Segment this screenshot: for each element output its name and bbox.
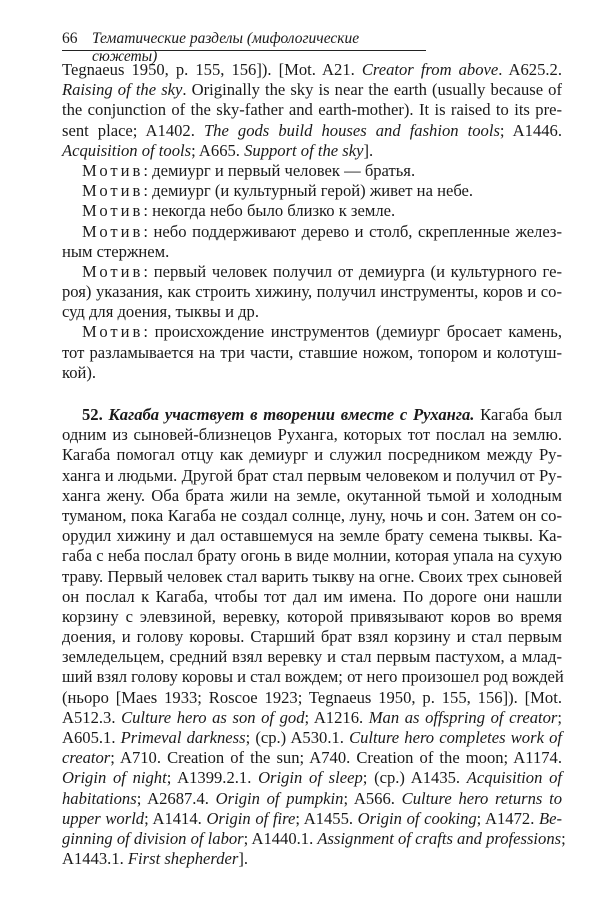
text-segment: туманом, пока Кагаба не создал солнце, луну, ночь и сон. Затем он со- [62,505,562,525]
text-segment: Кагаба был [474,405,563,424]
text-segment: одним из сыновей-близнецов Руханга, которых тот послал на землю. [62,425,562,445]
page-number: 66 [62,30,78,47]
text-segment: корзину с элевзиной, веревку, которой привязывают коров во время [62,606,562,626]
text-segment: ; A1446. [499,120,562,140]
motif-label: Мотив [82,201,144,221]
text-segment: ; A2687.4. [136,788,216,808]
paragraph-gap [62,383,562,405]
text-segment: ; A1414. [144,808,207,828]
text-line [62,405,562,425]
text-line [62,546,562,566]
text-segment: (ньоро [Maes 1933; Roscoe 1923; Tegnaeus 1950, p. 155, 156]). [Mot. [62,687,562,707]
text-segment: The gods build houses and fashion tools [203,120,500,140]
motif-label: Мотив [82,261,144,281]
text-segment: доения, и голову коровы. Старший брат взял корзину и стал первым [62,627,562,647]
text-segment: : небо поддерживают дерево и столб, скрепленные желез- [143,221,562,241]
text-segment: upper world [62,808,145,828]
text-segment: ]. [238,849,249,869]
text-segment: Origin of pumpkin [215,788,344,808]
motif-label: Мотив [82,322,144,342]
text-line [62,789,562,809]
motif-label: Мотив [82,181,144,201]
text-line [62,201,562,221]
text-line [62,121,562,141]
text-segment: habitations [62,788,137,808]
text-segment: ; A1440.1. [243,828,318,848]
text-line [62,242,562,262]
text-segment: ным стержнем. [62,241,170,261]
text-segment: Be- [539,808,563,828]
text-line [62,526,562,546]
text-segment: ]. [363,140,374,160]
text-line [62,768,562,788]
text-line [62,849,562,869]
text-line [62,141,562,161]
text-line [62,728,562,748]
text-line [62,466,562,486]
text-segment: Origin of cooking [357,808,477,828]
text-line [62,748,562,768]
text-segment: ханга жену. Оба брата жили на земле, окутанной тьмой и холодным [62,485,562,505]
text-segment: ; A566. [343,788,402,808]
text-line [62,222,562,242]
text-line [62,587,562,607]
text-segment: : происхождение инструментов (демиург бросает камень, [143,322,562,342]
text-segment: роя) указания, как строить хижину, получил инструменты, коров и со- [62,282,562,302]
text-segment: Acquisition of tools [62,140,192,160]
text-line [62,828,566,849]
text-line [62,486,562,506]
text-line [62,506,562,526]
text-segment: : демиург и первый человек — братья. [143,160,416,180]
text-line [62,282,562,302]
text-line [62,627,562,647]
text-segment: он послал к Кагаба, чтобы тот дал им имена. По дороге они нашли [62,586,562,606]
text-line [62,60,562,80]
motif-label: Мотив [82,160,144,180]
text-line [62,607,562,627]
text-segment: A605.1. [62,728,121,747]
text-segment: . A625.2. [498,60,562,79]
page-body [62,60,566,869]
text-line [62,445,562,465]
text-segment: Culture hero as son of god [121,707,305,727]
text-segment: Origin of sleep [258,768,363,788]
text-line [62,322,562,342]
text-segment: ; A665. [191,140,245,160]
text-line [62,647,562,667]
text-segment: Culture hero returns to [401,788,562,808]
text-line [62,667,562,687]
text-segment: the conjunction of the sky-father and earth-mother). It is raised to its pre- [62,100,562,120]
text-segment: ; A710. Creation of the sun; A740. Creation of the moon; A1174. [110,748,562,768]
text-segment: Creator from above [361,60,499,79]
text-segment: земледельцем, средний взял веревку и стал первым пастухом, а млад- [62,647,562,667]
text-line [62,302,562,322]
text-segment: ; A1216. [304,707,369,727]
text-line [62,688,562,708]
running-title: Тематические разделы (мифологические сюжеты) [92,30,360,65]
text-segment: ; A1399.2.1. [166,768,259,788]
text-segment: тот разламывается на три части, ставшие ножом, топором и колотуш- [62,342,562,362]
text-segment: ; [561,828,566,848]
text-line [62,567,562,587]
text-segment: 52. [82,405,109,424]
text-line [62,100,562,120]
text-line [62,363,562,383]
text-segment: ; (cp.) A1435. [362,768,467,788]
text-line [62,161,562,181]
text-segment: габа с неба послал брату огонь в виде молнии, которая упала на сухую [62,546,562,566]
running-header [62,28,426,65]
text-line [62,262,562,282]
text-segment: суд для доения, тыквы и др. [62,302,260,322]
text-segment: ший взял голову коровы и стал вождем; от него произошел род вождей [62,667,564,687]
text-segment: ginning of division of labor [62,828,244,848]
text-line [62,809,562,829]
text-segment: ; A1455. [295,808,358,828]
text-line [62,425,562,445]
text-segment: First shepherder [127,849,239,869]
text-segment: ; [557,707,562,727]
text-segment: Support of the sky [244,140,364,160]
text-segment: Raising of the sky [62,80,183,100]
text-segment: : некогда небо было близко к земле. [143,201,396,221]
motif-label: Мотив [82,221,144,241]
text-segment: Origin of fire [206,808,296,828]
text-line [62,80,562,100]
text-segment: : первый человек получил от демиурга (и культурного ге- [143,261,562,281]
text-segment: Кагаба участвует в творении вместе с Руханга. [108,405,475,424]
text-segment: sent place; A1402. [62,120,204,140]
text-segment: ; (cp.) A530.1. [245,728,350,747]
text-segment: : демиург (и культурный герой) живет на небе. [143,181,474,201]
text-segment: траву. Первый человек стал варить тыкву на огне. Своих трех сыновей [62,566,563,586]
text-segment: кой). [62,362,97,382]
text-line [62,708,562,728]
text-segment: Origin of night [62,768,167,788]
text-segment: Tegnaeus 1950, p. 155, 156]). [Mot. A21. [62,60,362,79]
text-segment: Primeval darkness [120,728,246,747]
text-segment: ; A1472. [476,808,539,828]
text-segment: Man as offspring of creator [368,707,558,727]
text-segment: Assignment of crafts and professions [317,828,562,848]
text-segment: creator [62,748,111,768]
text-segment: Acquisition of [466,768,563,788]
text-segment: A1443.1. [62,849,128,869]
text-line [62,181,562,201]
text-segment: ханга и людьми. Другой брат стал первым человеком и получил от Ру- [62,465,562,485]
text-segment: A512.3. [62,707,122,727]
text-line [62,343,562,363]
text-segment: . Originally the sky is near the earth (usually because of [182,80,562,100]
text-segment: Кагаба помогал отцу как демиург и служил посредником между Ру- [62,445,562,465]
text-segment: Culture hero completes work of [349,728,562,747]
text-segment: орудил хижину и дал оставшемуся на земле брату семена тыквы. Ка- [62,526,562,546]
